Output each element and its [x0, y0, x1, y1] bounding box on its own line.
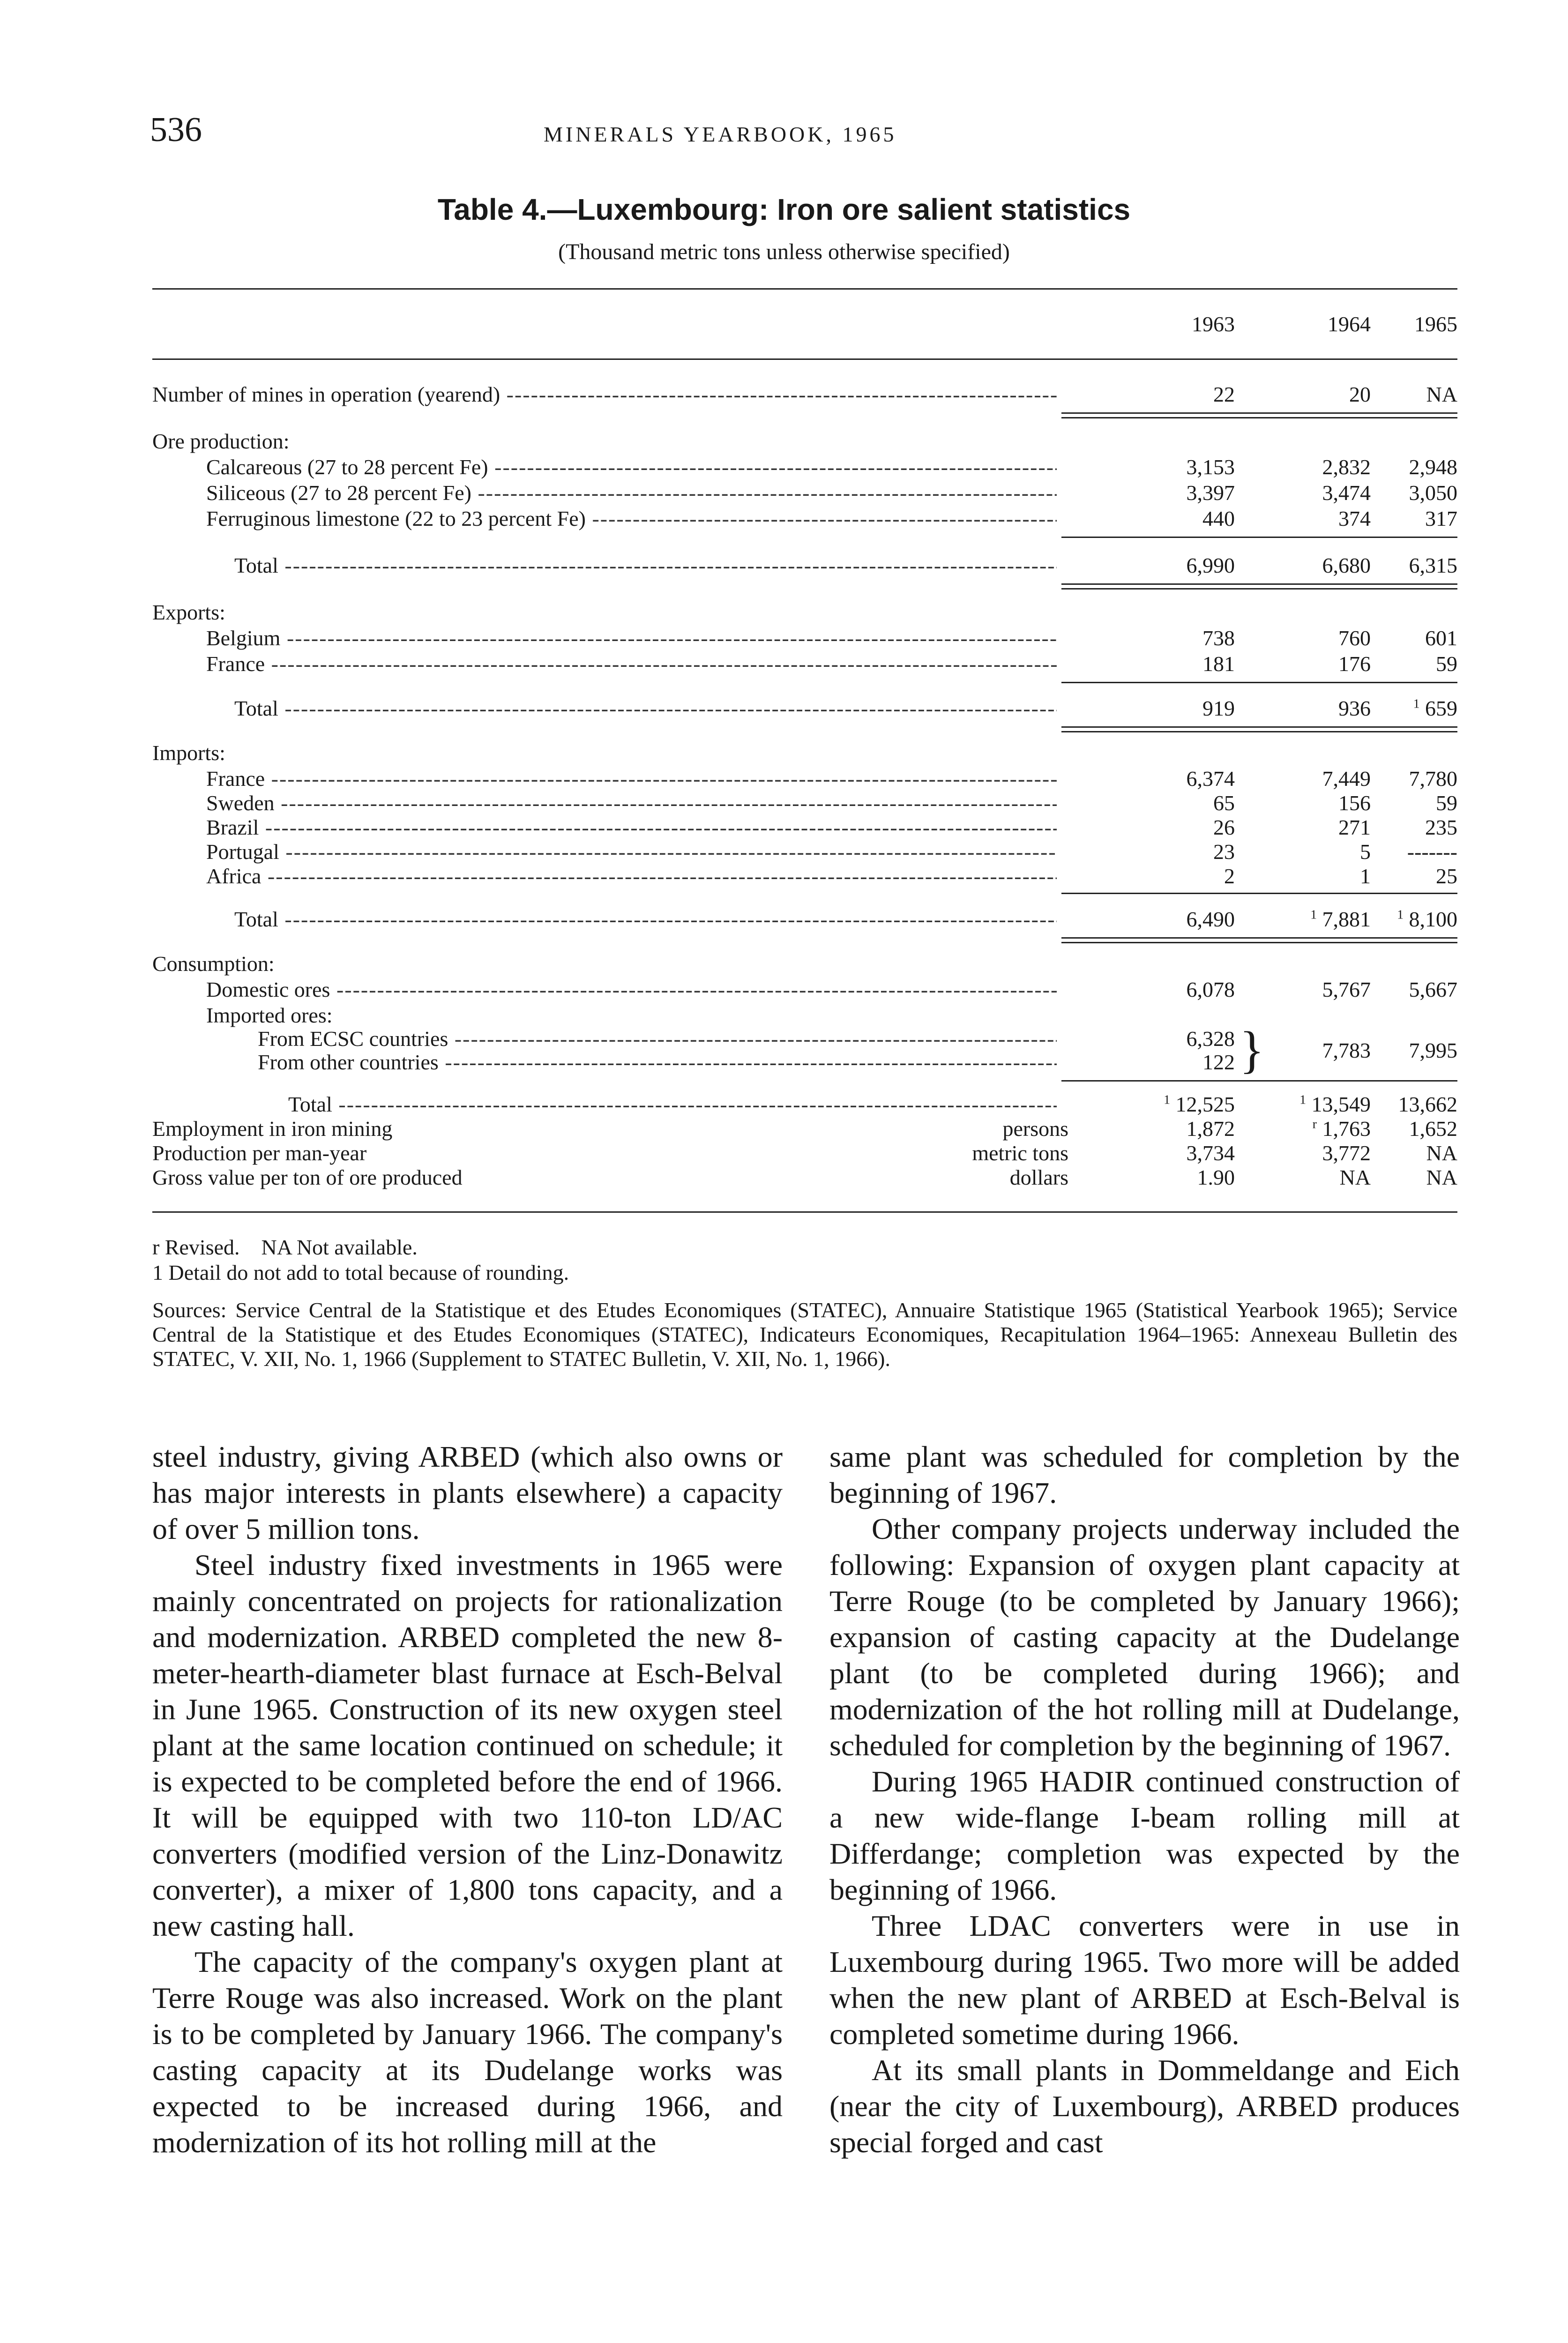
footnotes — [152, 1235, 1457, 1285]
table-top-rule — [152, 288, 1457, 290]
table-row — [152, 696, 1457, 722]
row-label: Sweden ----- — [206, 791, 1057, 815]
row-label: France ----- — [206, 651, 1057, 676]
footnote-revised: r Revised. NA Not available. — [152, 1235, 418, 1259]
table-row — [152, 791, 1457, 817]
value-1964: 3,772 — [1322, 1141, 1371, 1165]
paragraph: Steel industry fixed investments in 1965 were mainly concentrated on projects for rationalization and modernization. ARBED completed the new 8-meter-hearth-diameter blast furnace at Esch-Belval in June 1965. Construction of its new oxygen steel plant at the same location continued on schedule; it is expected to be completed before the end of 1966. It will be equipped with two 110-ton LD/AC converters (modified version of the Linz-Donawitz converter), a mixer of 1,800 tons capacity, and a new casting hall. — [152, 1548, 783, 1942]
value-1963: 3,734 — [1186, 1141, 1235, 1165]
double-rule — [1061, 412, 1457, 414]
value-1963: 65 — [1213, 791, 1235, 815]
total-label: Total ----- — [288, 1092, 1057, 1117]
value-1964: 271 — [1338, 815, 1371, 839]
total-label: Total ----- — [234, 696, 1057, 721]
row-label: Domestic ores ----- — [206, 977, 1057, 1002]
row-label: Portugal ----- — [206, 839, 1057, 864]
value-1964: 374 — [1338, 507, 1371, 530]
value-1963: 1,872 — [1186, 1117, 1235, 1141]
table-row — [152, 382, 1457, 408]
row-label: From other countries ----- — [258, 1050, 1057, 1074]
paragraph: Three LDAC converters were in use in Luxembourg during 1965. Two more will be added when the new plant of ARBED at Esch-Belval is completed sometime during 1966. — [829, 1909, 1460, 2051]
value-1965: 59 — [1436, 652, 1457, 676]
header-bottom-rule — [152, 358, 1457, 360]
double-rule — [1061, 726, 1457, 728]
double-rule — [1061, 731, 1457, 732]
value-1963: 181 — [1202, 652, 1235, 676]
value-1965: 1,652 — [1409, 1117, 1457, 1141]
value-1964: 1 — [1360, 864, 1371, 888]
table-row — [152, 907, 1457, 933]
value-1963: 3,153 — [1186, 455, 1235, 479]
table-row — [152, 480, 1457, 507]
imported-ores-heading: Imported ores: — [206, 1003, 333, 1027]
table-title: Table 4.—Luxembourg: Iron ore salient statistics — [437, 193, 1131, 226]
value-1964: 20 — [1349, 382, 1371, 406]
footnote-mark: 1 — [1310, 907, 1317, 922]
value-1965 — [1336, 907, 1457, 932]
row-label: From ECSC countries ----- — [258, 1026, 1057, 1051]
table-row — [152, 553, 1457, 579]
double-rule — [1061, 588, 1457, 589]
paragraph: The capacity of the company's oxygen plant at Terre Rouge was also increased. Work on the plant is to be completed by January 1966. The company's casting capacity at its Dudelange works was expected to be increased during 1966, and modernization of its hot rolling mill at the — [152, 1945, 783, 2159]
value-1963: 22 — [1213, 382, 1235, 406]
table-row — [152, 506, 1457, 532]
year-header-1965: 1965 — [1414, 312, 1457, 336]
value-1965: 317 — [1425, 507, 1457, 530]
value-1963: 919 — [1202, 696, 1235, 720]
value-1965: 59 — [1436, 791, 1457, 815]
exports-heading: Exports: — [152, 600, 225, 624]
value-text: 659 — [1425, 696, 1457, 720]
paragraph: same plant was scheduled for completion by the beginning of 1967. — [829, 1440, 1460, 1509]
row-unit: metric tons — [972, 1141, 1068, 1165]
value-text: 12,525 — [1175, 1092, 1235, 1116]
table-row — [152, 1165, 1457, 1191]
value-1963: 2 — [1224, 864, 1235, 888]
value-1964: 176 — [1338, 652, 1371, 676]
row-label: Number of mines in operation (yearend) ----- — [152, 382, 1057, 407]
footnote-mark: 1 — [1299, 1092, 1306, 1107]
paragraph: Other company projects underway included the following: Expansion of oxygen plant capacity at Terre Rouge (to be completed by January 1966); expansion of casting capacity at the Dudelange plant (to be completed during 1966); and modernization of the hot rolling mill at Dudelange, scheduled for completion by the beginning of 1967. — [829, 1512, 1460, 1762]
row-label: Gross value per ton of ore produced — [152, 1165, 463, 1189]
value-1963: 6,990 — [1186, 553, 1235, 577]
row-label: Ferruginous limestone (22 to 23 percent Fe) ----- — [206, 506, 1057, 531]
sources-note: Sources: Service Central de la Statistique et des Etudes Economiques (STATEC), Annuaire Statistique 1965 (Statistical Yearbook 1965); Service Central de la Statistique et des Etudes Economiques (STATEC), Indicateurs Economiques, Recapitulation 1964–1965: Annexeau Bulletin des STATEC, V. XII, No. 1, 1966 (Supplement to STATEC Bulletin, V. XII, No. 1, 1966). — [152, 1298, 1457, 1371]
table-row — [152, 977, 1457, 1003]
value-1963: 738 — [1202, 626, 1235, 650]
value-text: 1,763 — [1322, 1117, 1371, 1141]
total-label: Total ----- — [234, 553, 1057, 578]
value-1965: 3,050 — [1409, 481, 1457, 505]
value-1965: 25 — [1436, 864, 1457, 888]
row-unit: dollars — [1009, 1165, 1068, 1189]
value-text: 7,881 — [1322, 907, 1371, 931]
paragraph: At its small plants in Dommeldange and Eich (near the city of Luxembourg), ARBED produces special forged and cast — [829, 2053, 1460, 2159]
value-1964: NA — [1339, 1165, 1371, 1189]
total-rule — [1061, 537, 1457, 538]
imports-heading: Imports: — [152, 741, 225, 765]
value-1964: 7,449 — [1322, 767, 1371, 791]
double-rule — [1061, 937, 1457, 939]
value-1965: NA — [1426, 1141, 1457, 1165]
value-1965: 601 — [1425, 626, 1457, 650]
value-1965: 6,315 — [1409, 553, 1457, 577]
double-rule — [1061, 942, 1457, 943]
table-row — [152, 1141, 1457, 1167]
total-rule — [1061, 893, 1457, 894]
row-label: France ----- — [206, 766, 1057, 791]
table-row — [152, 455, 1457, 481]
value-1964: 5,767 — [1322, 977, 1371, 1001]
value-1965: ------- — [1407, 840, 1457, 864]
value-1964: 3,474 — [1322, 481, 1371, 505]
year-header-1963: 1963 — [1192, 312, 1235, 336]
value-1963: 1.90 — [1197, 1165, 1235, 1189]
table-subtitle: (Thousand metric tons unless otherwise specified) — [558, 239, 1010, 264]
table-row — [152, 626, 1457, 652]
running-title: MINERALS YEARBOOK, 1965 — [544, 122, 897, 146]
text-column-left — [152, 1439, 783, 2160]
table-row — [152, 815, 1457, 841]
paragraph: steel industry, giving ARBED (which also owns or has major interests in plants elsewhere) a capacity of over 5 million tons. — [152, 1440, 783, 1545]
row-label: Employment in iron mining — [152, 1117, 393, 1141]
value-1963: 440 — [1202, 507, 1235, 530]
value-1963: 6,078 — [1186, 977, 1235, 1001]
brace-symbol: } — [1239, 1021, 1264, 1078]
value-1963: 6,374 — [1186, 767, 1235, 791]
table-row — [152, 1116, 1457, 1142]
table-bottom-rule — [152, 1211, 1457, 1213]
page-number: 536 — [150, 111, 202, 149]
table-row — [152, 1092, 1457, 1118]
value-1965: 13,662 — [1398, 1092, 1457, 1116]
value-1964: 936 — [1338, 696, 1371, 720]
row-label: Calcareous (27 to 28 percent Fe) ----- — [206, 455, 1057, 479]
table-row — [152, 651, 1457, 678]
footnote-mark: 1 — [1397, 907, 1404, 922]
value-1963: 3,397 — [1186, 481, 1235, 505]
value-1964: 6,680 — [1322, 553, 1371, 577]
revised-mark: r — [1312, 1116, 1317, 1131]
footnote-mark: 1 — [1413, 696, 1420, 711]
table-row — [152, 766, 1457, 792]
value-1963: 6,490 — [1186, 907, 1235, 931]
row-unit: persons — [1002, 1117, 1068, 1141]
section-heading — [152, 951, 1457, 977]
value-1964: 760 — [1338, 626, 1371, 650]
table-row — [152, 864, 1457, 890]
double-rule — [1061, 583, 1457, 585]
value-1963: 26 — [1213, 815, 1235, 839]
value-1963 — [1113, 1092, 1235, 1117]
value-1964: 5 — [1360, 840, 1371, 864]
consumption-heading: Consumption: — [152, 952, 275, 976]
value-1965: NA — [1426, 1165, 1457, 1189]
total-label: Total ----- — [234, 907, 1057, 932]
footnote-mark: 1 — [1164, 1092, 1170, 1107]
section-heading — [152, 600, 1457, 626]
table-row — [152, 839, 1457, 866]
double-rule — [1061, 417, 1457, 418]
year-header-1964: 1964 — [1328, 312, 1371, 336]
value-1965 — [1336, 696, 1457, 721]
value-1963: 6,328 — [1186, 1027, 1235, 1051]
section-heading — [152, 740, 1457, 767]
value-1965: 5,667 — [1409, 977, 1457, 1001]
value-1965: NA — [1426, 382, 1457, 406]
value-1964: 2,832 — [1322, 455, 1371, 479]
paragraph: During 1965 HADIR continued construction of a new wide-flange I-beam rolling mill at Differdange; completion was expected by the beginning of 1966. — [829, 1765, 1460, 1906]
row-label: Belgium ----- — [206, 626, 1057, 650]
ore-production-heading: Ore production: — [152, 429, 290, 453]
value-1965: 7,780 — [1409, 767, 1457, 791]
value-1965: 2,948 — [1409, 455, 1457, 479]
total-rule — [1061, 682, 1457, 683]
value-text: 13,549 — [1311, 1092, 1371, 1116]
value-1963: 23 — [1213, 840, 1235, 864]
value-text: 8,100 — [1409, 907, 1457, 931]
row-label: Africa ----- — [206, 864, 1057, 888]
total-rule — [1061, 1080, 1457, 1082]
value-1965: 7,995 — [1409, 1038, 1457, 1062]
row-label: Brazil ----- — [206, 815, 1057, 840]
value-1964: 7,783 — [1322, 1038, 1371, 1062]
value-1963: 122 — [1202, 1050, 1235, 1074]
row-label: Production per man-year — [152, 1141, 367, 1165]
section-heading — [152, 429, 1457, 455]
value-1965: 235 — [1425, 815, 1457, 839]
text-column-right — [829, 1439, 1460, 2160]
value-1964: 156 — [1338, 791, 1371, 815]
footnote-1: 1 Detail do not add to total because of rounding. — [152, 1261, 569, 1284]
row-label: Siliceous (27 to 28 percent Fe) ----- — [206, 480, 1057, 505]
table-row — [152, 1038, 1457, 1064]
